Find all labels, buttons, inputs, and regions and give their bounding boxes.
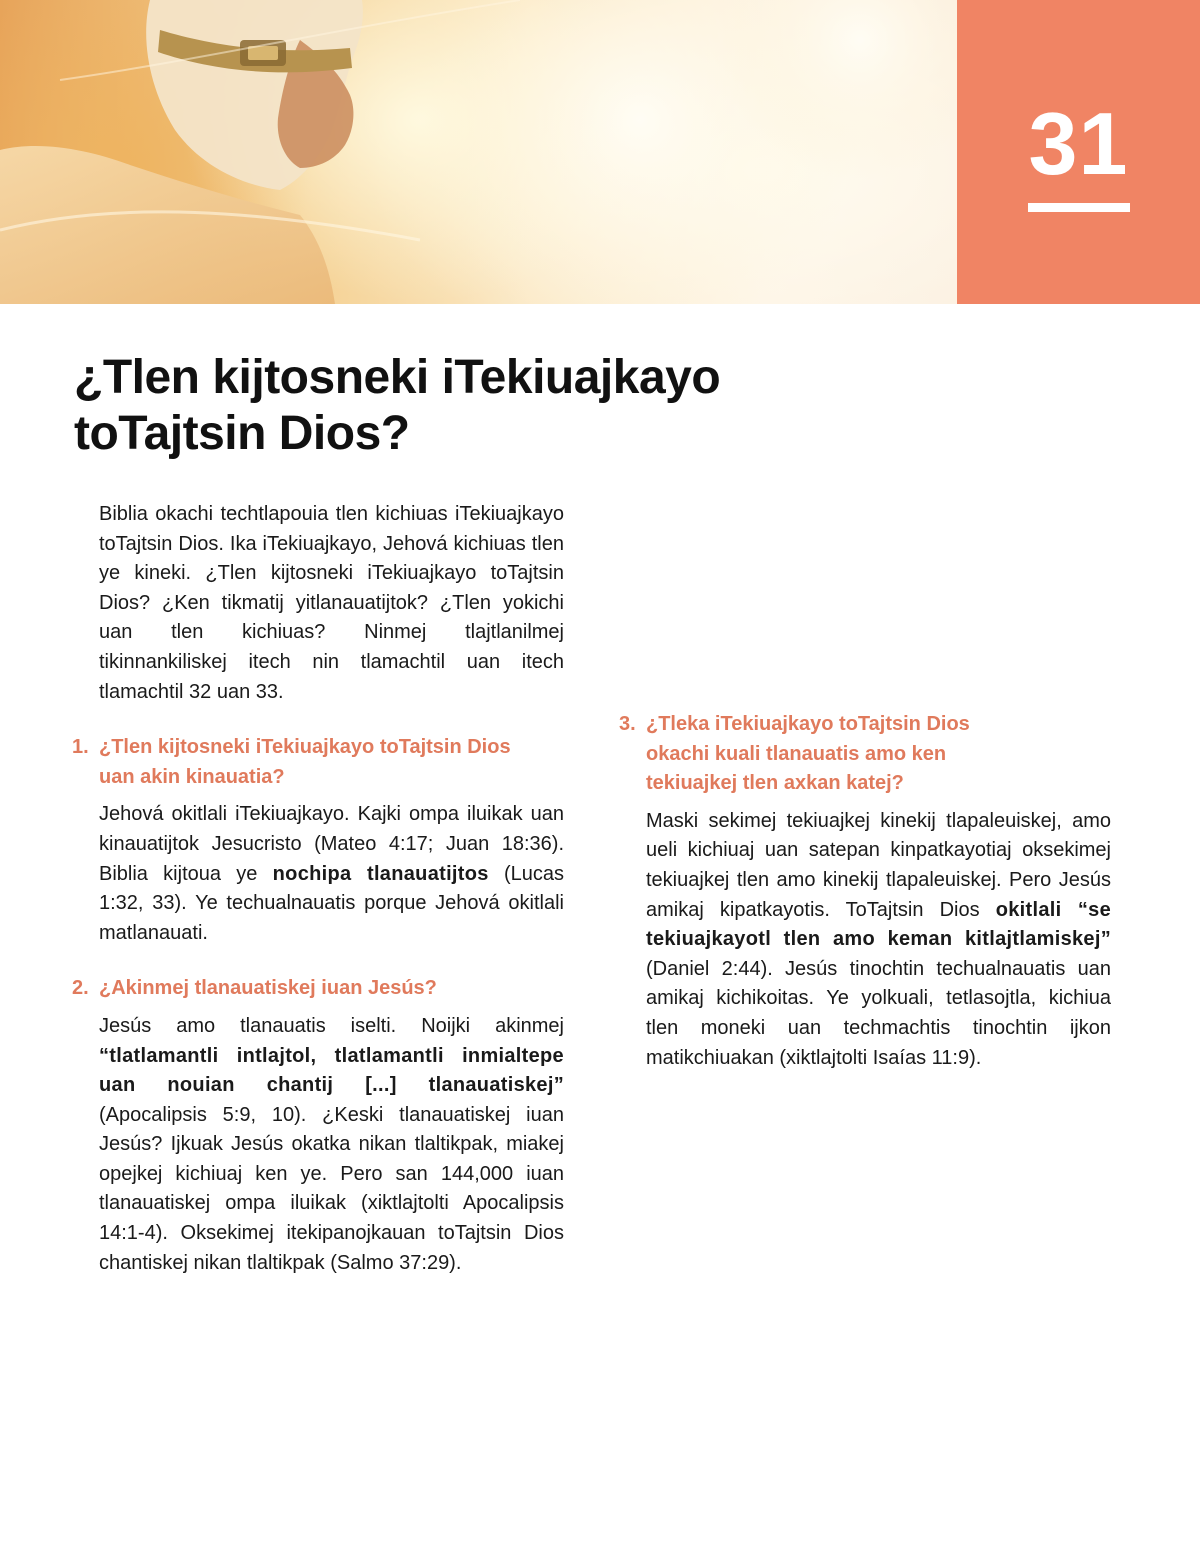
- question-text-line: ¿Tleka iTekiuajkayo toTajtsin Dios: [646, 713, 970, 735]
- question-text-line: ¿Akinmej tlanauatiskej iuan Jesús?: [99, 977, 437, 1000]
- answer-text: (Apocalipsis 5:9, 10). ¿Keski tlanauatiskej iuan Jesús? Ijkuak Jesús okatka nikan tlaltikpak, miakej opejkej kichiuaj ken ye. Pero san 144,000 iuan tlanauatiskej ompa iluikak (xiktlajtolti Apocalipsis 14:1-4). Oksekimej itekipanojkauan toTajtsin Dios chantiskej nikan tlaltikpak (Salmo 37:29).: [99, 1103, 564, 1274]
- lesson-number: 31: [1028, 94, 1129, 193]
- answer-bold-text: “tlatlamantli intlajtol, tlatlamantli inmialtepe uan nouian chantij [...] tlanauatiskej”: [99, 1044, 564, 1097]
- answer-text: Jesús amo tlanauatis iselti. Noijki akinmej: [99, 1014, 564, 1037]
- question-number: 3.: [619, 713, 636, 735]
- answer-text: Jehová okitlali iTekiuajkayo. Kajki ompa iluikak uan kinauatijtok Jesucristo (Mateo 4:17; Juan 18:36). Biblia kijtoua ye: [99, 803, 564, 885]
- answer-2: [99, 1012, 564, 1278]
- answer-text: Maski sekimej tekiuajkej kinekij tlapaleuiskej, amo ueli kichiuaj uan satepan kinpatkayotiaj oksekimej tekiuajkej tlen amo kinekij tlapaleuiskej. Pero Jesús amikaj kipatkayotis. ToTajtsin Dios: [646, 809, 1111, 921]
- answer-3: [646, 807, 1111, 1073]
- question-text-line: tekiuajkej tlen axkan katej?: [646, 772, 904, 795]
- question-3: [619, 710, 1111, 799]
- left-column: [72, 500, 564, 1278]
- right-column: [619, 710, 1111, 1073]
- king-jesus-illustration: [0, 0, 957, 304]
- answer-bold-text: nochipa tlanauatijtos: [272, 862, 489, 885]
- page-title: [74, 350, 934, 462]
- question-number: 2.: [72, 977, 89, 1000]
- title-line-1: ¿Tlen kijtosneki iTekiuajkayo: [74, 351, 721, 404]
- answer-text: (Daniel 2:44). Jesús tinochtin techualnauatis uan amikaj kichikoitas. Ye yolkuali, tetlasojtla, kichiua tlen moneki uan techmachtis tinochtin ijkon matikchiuakan (xiktlajtolti Isaías 11:9).: [646, 957, 1111, 1069]
- question-2: [72, 974, 564, 1004]
- answer-1: [99, 800, 564, 948]
- answer-text: (Lucas 1:32, 33). Ye techualnauatis porque Jehová okitlali matlanauati.: [99, 862, 564, 944]
- header-illustration: [0, 0, 957, 304]
- lesson-number-badge: [957, 0, 1200, 304]
- badge-underline: [1028, 203, 1130, 212]
- answer-bold-text: okitlali “se tekiuajkayotl tlen amo keman kitlajtlamiskej”: [646, 898, 1111, 951]
- title-line-2: toTajtsin Dios?: [74, 407, 410, 460]
- intro-paragraph: Biblia okachi techtlapouia tlen kichiuas iTekiuajkayo toTajtsin Dios. Ika iTekiuajkayo, Jehová kichiuas tlen ye kineki. ¿Tlen kijtosneki iTekiuajkayo toTajtsin Dios? ¿Ken tikmatij yitlanauatijtok? ¿Tlen yokichi uan tlen kichiuas? Ninmej tlajtlanilmej tikinnankiliskej itech nin tlamachtil uan itech tlamachtil 32 uan 33.: [99, 503, 564, 703]
- question-text-line: uan akin kinauatia?: [99, 765, 285, 788]
- question-number: 1.: [72, 736, 89, 759]
- question-text-line: ¿Tlen kijtosneki iTekiuajkayo toTajtsin Dios: [99, 736, 511, 759]
- question-text-line: okachi kuali tlanauatis amo ken: [646, 742, 947, 765]
- question-1: [72, 733, 564, 792]
